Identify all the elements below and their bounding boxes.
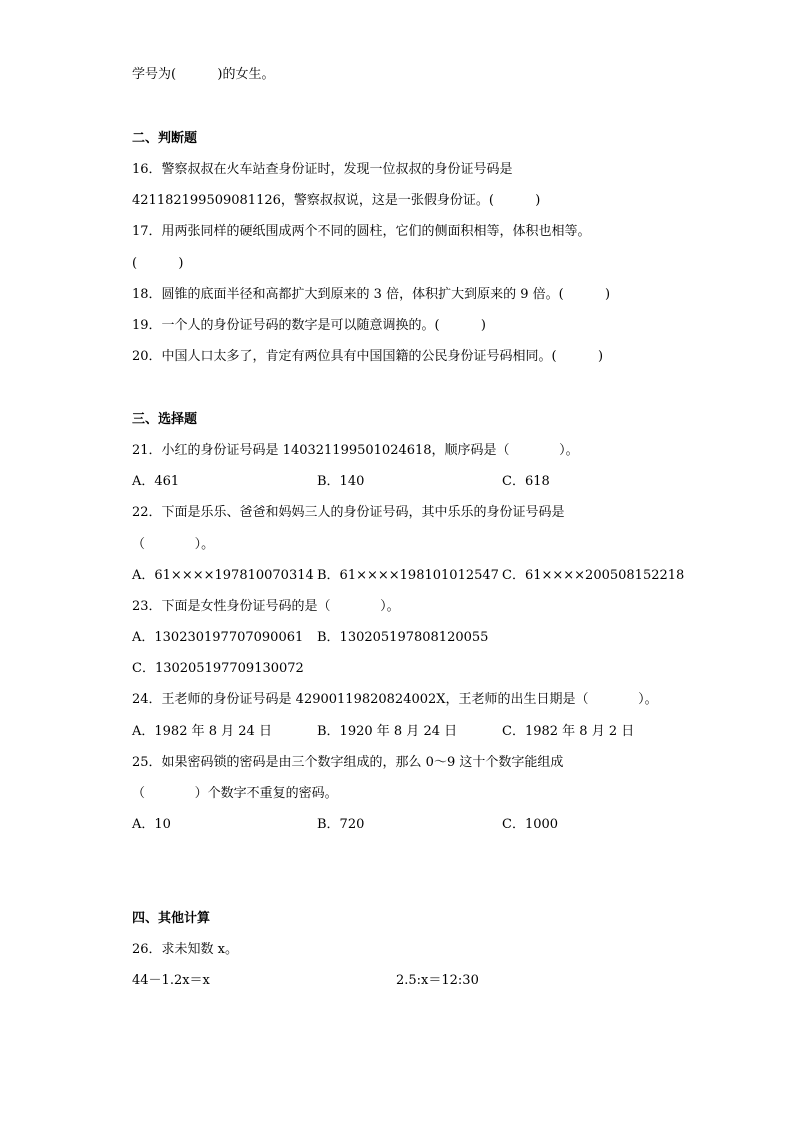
section-heading-choice: 三、选择题 [132,412,198,427]
question-26: 26．求未知数 x。 [132,942,239,957]
question-23-option-b: B．130205197808120055 [317,630,489,645]
question-25-option-b: B．720 [317,817,365,832]
question-23: 23．下面是女性身份证号码的是（ ）。 [132,599,400,614]
question-19: 19．一个人的身份证号码的数字是可以随意调换的。( ) [132,318,487,333]
question-16-line2: 421182199509081126，警察叔叔说，这是一张假身份证。( ) [132,193,541,208]
question-21-option-a: A．461 [132,474,180,489]
question-15-tail: 学号为( )的女生。 [132,67,275,82]
question-20: 20．中国人口太多了，肯定有两位具有中国国籍的公民身份证号码相同。( ) [132,349,604,364]
question-17-line1: 17．用两张同样的硬纸围成两个不同的圆柱，它们的侧面积相等，体积也相等。 [132,224,591,239]
question-25-line1: 25．如果密码锁的密码是由三个数字组成的，那么 0～9 这十个数字能组成 [132,755,564,770]
question-22-option-c: C．61××××200508152218 [502,568,685,583]
question-22-option-b: B．61××××198101012547 [317,568,499,583]
question-24-option-c: C．1982 年 8 月 2 日 [502,724,635,739]
question-18: 18．圆锥的底面半径和高都扩大到原来的 3 倍，体积扩大到原来的 9 倍。( ) [132,287,611,302]
question-21-option-c: C．618 [502,474,550,489]
question-17-line2: ( ) [132,256,184,271]
equation-2: 2.5:x＝12:30 [396,973,479,988]
question-24-option-a: A．1982 年 8 月 24 日 [132,724,272,739]
question-22-line2: （ ）。 [132,537,215,552]
question-25-option-c: C．1000 [502,817,559,832]
section-heading-judge: 二、判断题 [132,131,198,146]
question-21: 21．小红的身份证号码是 140321199501024618，顺序码是（ ）。 [132,443,579,458]
question-22-line1: 22．下面是乐乐、爸爸和妈妈三人的身份证号码，其中乐乐的身份证号码是 [132,505,565,520]
question-25-option-a: A．10 [132,817,171,832]
question-23-option-a: A．130230197707090061 [132,630,304,645]
question-16-line1: 16．警察叔叔在火车站查身份证时，发现一位叔叔的身份证号码是 [132,162,513,177]
question-24: 24．王老师的身份证号码是 42900119820824002X，王老师的出生日期是（ ）。 [132,692,658,707]
question-25-line2: （ ）个数字不重复的密码。 [132,786,338,801]
question-22-option-a: A．61××××197810070314 [132,568,314,583]
equation-1: 44－1.2x＝x [132,973,210,988]
section-heading-calc: 四、其他计算 [132,911,211,926]
question-24-option-b: B．1920 年 8 月 24 日 [317,724,458,739]
question-21-option-b: B．140 [317,474,365,489]
question-23-option-c: C．130205197709130072 [132,661,304,676]
